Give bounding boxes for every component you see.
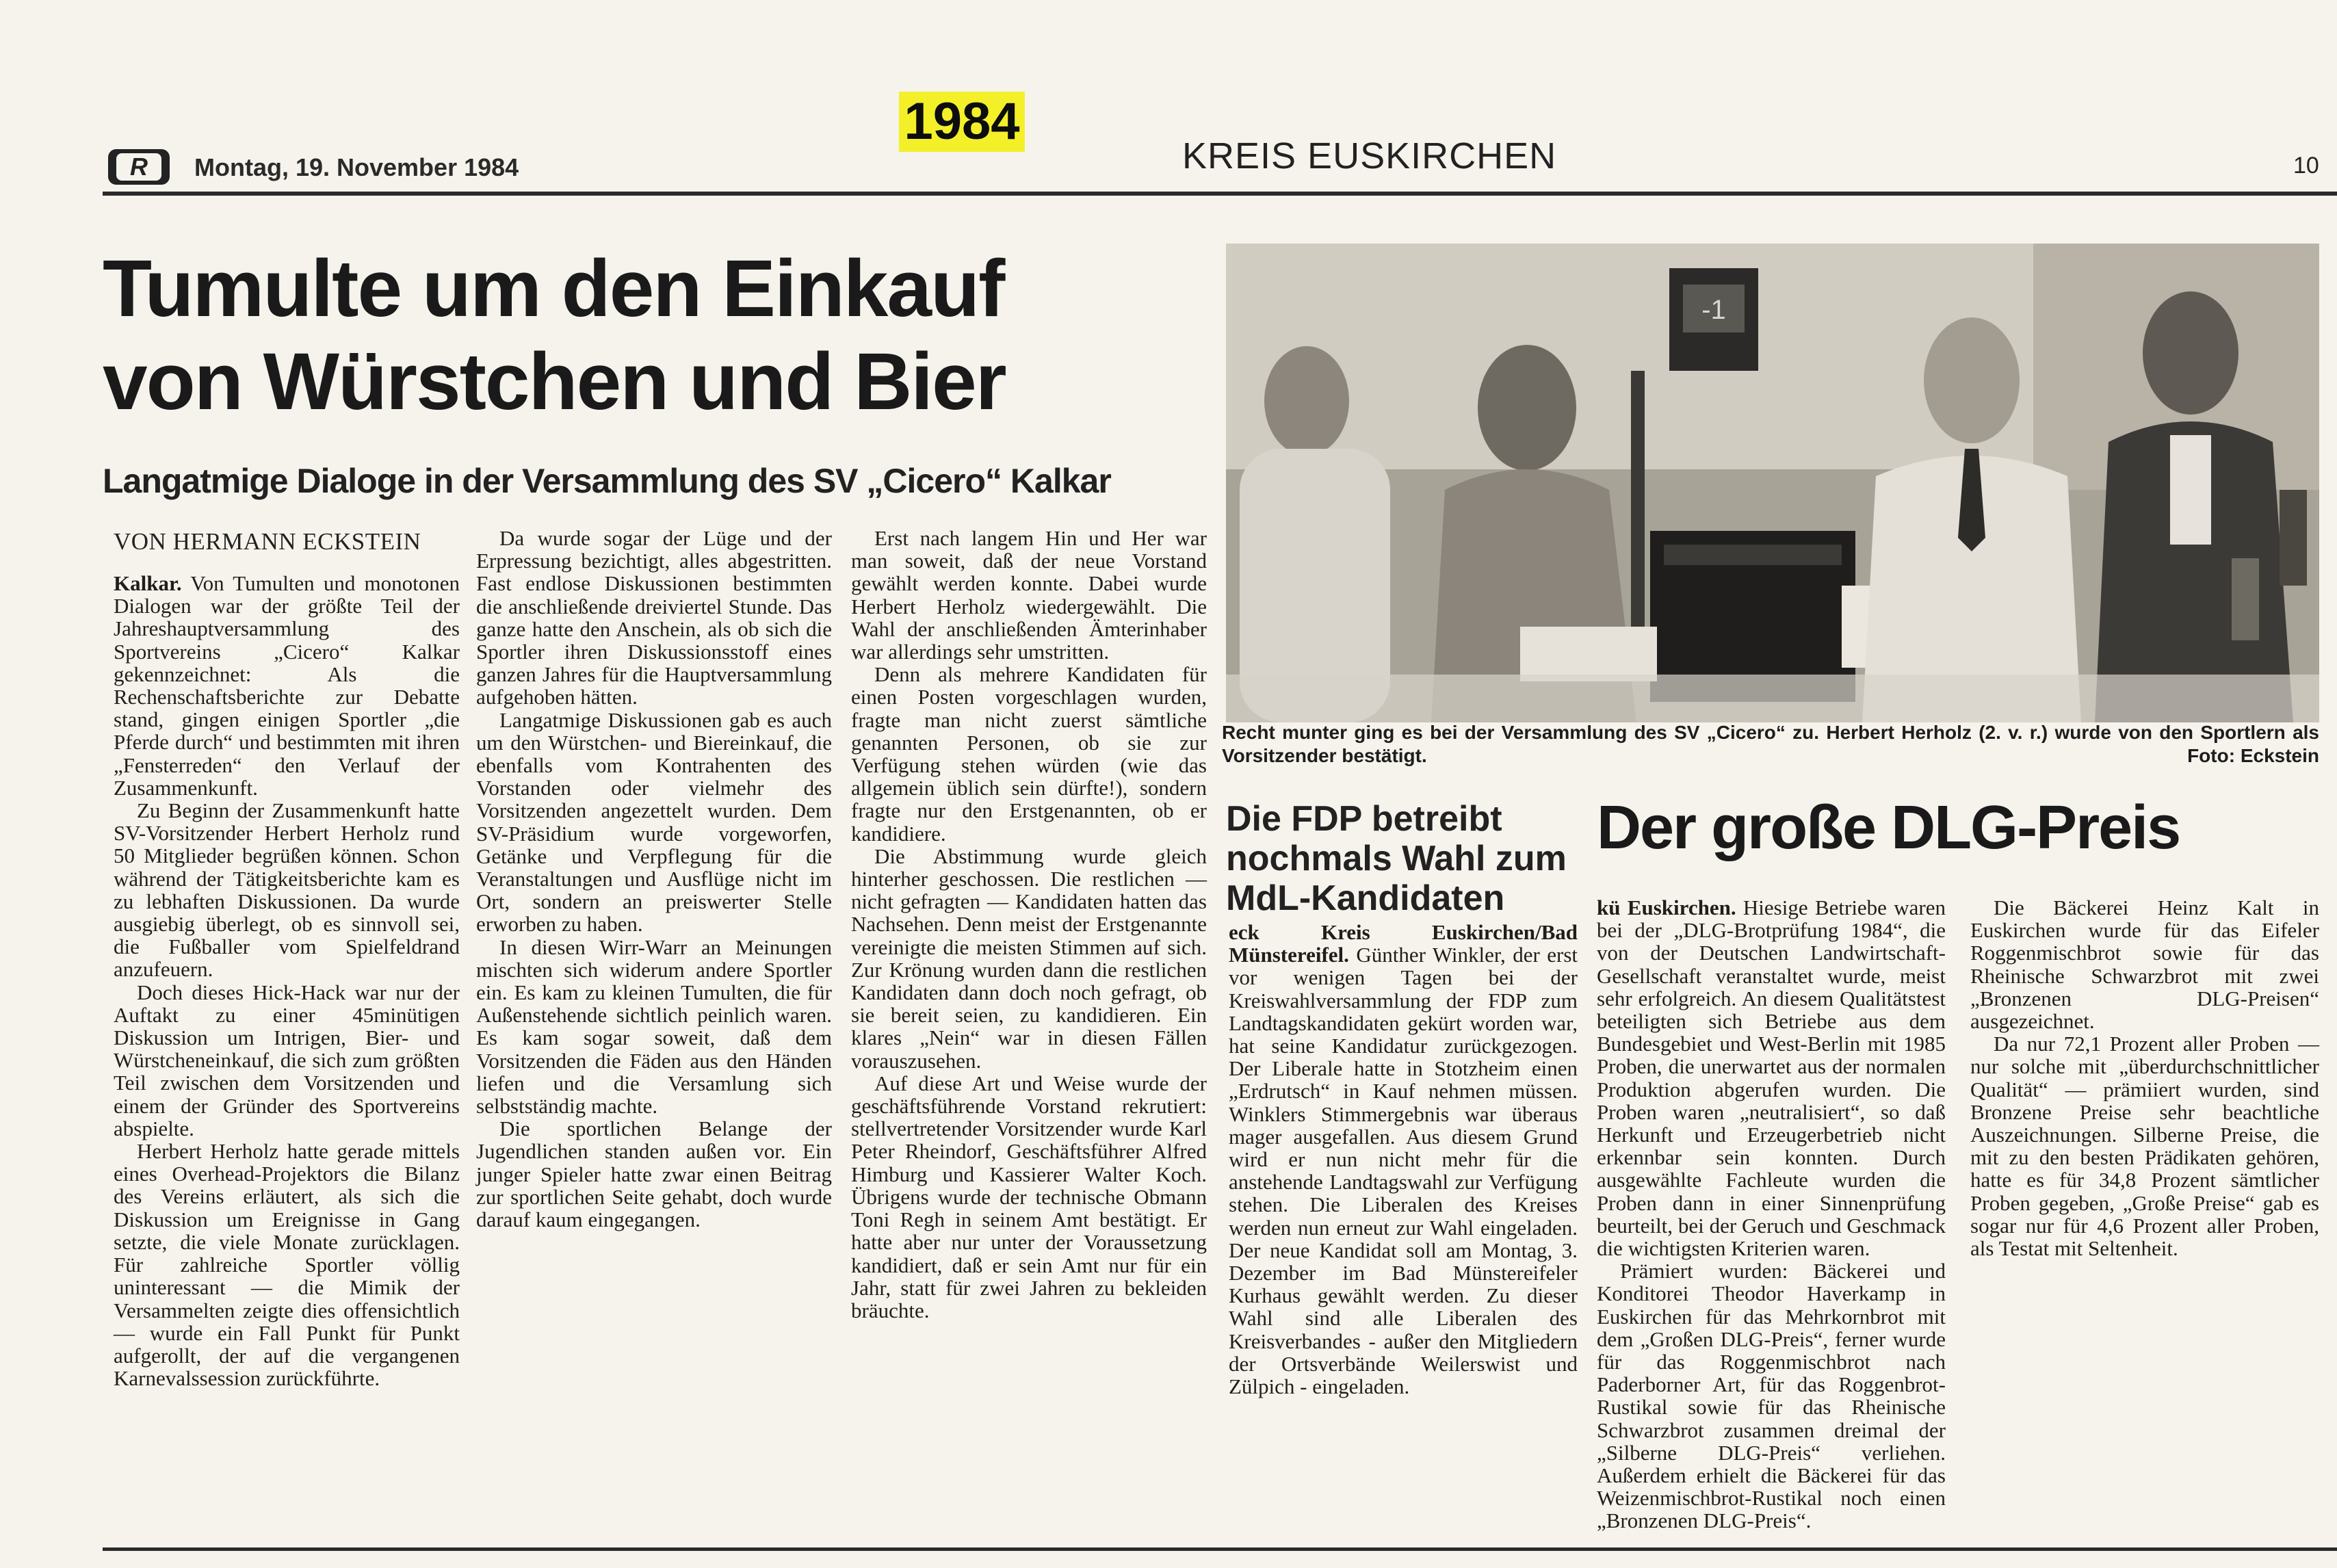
- article-paragraph: Da nur 72,1 Prozent aller Proben — nur solche mit „überdurchschnittlicher Qualität“ — prämiiert wurden, sind Bronzene Preise sehr beachtliche Auszeichnungen. Silberne Preise, die mit zu den besten Prädikaten gehören, hatte es für 34,8 Prozent sämtlicher Proben gegeben, „Große Preise“ gab es sogar nur für 4,6 Prozent aller Proben, als Testat mit Seltenheit.: [1970, 1032, 2319, 1261]
- article-paragraph: kü Euskirchen. Hiesige Betriebe waren bei der „DLG-Brotprüfung 1984“, die von der Deutschen Landwirtschaft-Gesellschaft veranstaltet wurde, meist sehr erfolgreich. An diesem Qualitätstest beteiligten sich Betriebe aus dem Bundesgebiet und West-Berlin mit 1985 Proben, die unerwartet aus der normalen Produktion abgerufen wurden. Die Proben waren „neutralisiert“, so daß Herkunft und Erzeugerbetrieb nicht erkennbar sein konnten. Durch ausgewählte Fachleute wurden die Proben dann in einer Sinnenprüfung beurteilt, bei der Geruch und Geschmack die wichtigsten Kriterien waren.: [1597, 896, 1946, 1261]
- issue-date: Montag, 19. November 1984: [194, 153, 519, 181]
- article-paragraph: Die Abstimmung wurde gleich hinterher geschossen. Die restlichen — nicht gefragten — Kandidaten hatten das Nachsehen. Denn meist der Erstgenannte vereinigte die meisten Stimmen auf sich. Zur Krönung wurden dann die restlichen Kandidaten dann doch noch gefragt, ob sie bereit seien, zu kandidieren. Ein klares „Nein“ war in diesen Fällen vorauszusehen.: [851, 844, 1207, 1073]
- page-bottom-rule: [103, 1547, 2337, 1551]
- main-article-column-3: [851, 527, 1207, 1322]
- article-paragraph: Erst nach langem Hin und Her war man soweit, daß der neue Vorstand gewählt werden konnte. Dabei wurde Herbert Herholz wiedergewählt. Die Wahl der anschließenden Ämterinhaber war allerdings sehr umstritten.: [851, 526, 1207, 664]
- article-dateline: Kalkar.: [114, 571, 182, 595]
- newspaper-logo-icon: [108, 149, 170, 185]
- article-paragraph: Kalkar. Von Tumulten und monotonen Dialogen war der größte Teil der Jahreshauptversammlung des Sportvereins „Cicero“ Kalkar gekennzeichnet: Als die Rechenschaftsberichte zur Debatte stand, gingen einigen Sportler „die Pferde durch“ und bestimmten mit ihren „Fensterreden“ den Verlauf der Zusammenkunft.: [114, 571, 460, 800]
- photo-credit: Foto: Eckstein: [2187, 745, 2319, 766]
- fdp-headline: Die FDP betreibt nochmals Wahl zum MdL-Kandidaten: [1226, 799, 1567, 918]
- photo-illustration: [1226, 244, 2319, 722]
- dlg-article-column-2: [1970, 896, 2319, 1259]
- dlg-headline: Der große DLG-Preis: [1597, 794, 2180, 862]
- main-article-column-2: [476, 527, 832, 1231]
- fdp-article-body: [1229, 921, 1578, 1398]
- article-paragraph: Prämiert wurden: Bäckerei und Konditorei Theodor Haverkamp in Euskirchen für das Mehrkornbrot mit dem „Großen DLG-Preis“, ferner wurde für das Roggenmischbrot nach Paderborner Art, für das Roggenbrot-Rustikal sowie für das Rheinische Schwarzbrot zusammen dreimal der „Silberne DLG-Preis“ verliehen. Außerdem erhielt die Bäckerei für das Weizenmischbrot-Rustikal noch einen „Bronzenen DLG-Preis“.: [1597, 1259, 1946, 1533]
- article-paragraph: Die Bäckerei Heinz Kalt in Euskirchen wurde für das Eifeler Roggenmischbrot sowie für das Rheinische Schwarzbrot mit zwei „Bronzenen DLG-Preisen“ ausgezeichnet.: [1970, 896, 2319, 1034]
- year-label: 1984: [899, 92, 1025, 152]
- main-article-column-1: [114, 572, 460, 1389]
- projector-label: -1: [1701, 295, 1726, 325]
- fdp-dateline: eck Kreis Euskirchen/Bad Münstereifel.: [1229, 920, 1578, 967]
- photo-caption: [1222, 721, 2319, 768]
- caption-text: Recht munter ging es bei der Versammlung des SV „Cicero“ zu. Herbert Herholz (2. v. r.) wurde von den Sportlern als Vorsitzender bestätigt.: [1222, 722, 2319, 766]
- headline-line-2: von Würstchen und Bier: [103, 337, 1006, 427]
- article-paragraph: Die sportlichen Belange der Jugendlichen standen außen vor. Ein junger Spieler hatte zwar einen Beitrag zur sportlichen Seite gehabt, doch wurde darauf kaum eingegangen.: [476, 1116, 832, 1232]
- article-paragraph: Herbert Herholz hatte gerade mittels eines Overhead-Projektors die Bilanz des Vereins erläutert, als sich die Diskussion um Ereignisse in Gang setzte, die viele Monate zurücklagen. Für zahlreiche Sportler völlig uninteressant — die Mimik der Versammelten zeigte dies offensichtlich — wurde ein Fall Punkt für Punkt aufgerollt, der auf die vergangenen Karnevalssession zurückführte.: [114, 1139, 460, 1391]
- dlg-dateline: kü Euskirchen.: [1597, 896, 1736, 919]
- article-paragraph: eck Kreis Euskirchen/Bad Münstereifel. Günther Winkler, der erst vor wenigen Tagen bei der Kreiswahlversammlung der FDP zum Landtagskandidaten gekürt worden war, hat seine Kandidatur zurückgezogen. Der Liberale hatte in Stotzheim einen „Erdrutsch“ in Kauf nehmen müssen. Winklers Stimmergebnis war überaus mager ausgefallen. Aus diesem Grund wird er nun nicht mehr für die anstehende Landtagswahl zur Verfügung stehen. Die Liberalen des Kreises werden nun erneut zur Wahl eingeladen. Der neue Kandidat soll am Montag, 3. Dezember im Bad Münstereifeler Kurhaus gewählt werden. Zu dieser Wahl sind alle Liberalen des Kreisverbandes - außer den Mitgliedern der Ortsverbände Weilerswist und Zülpich - eingeladen.: [1229, 920, 1578, 1399]
- article-paragraph: Da wurde sogar der Lüge und der Erpressung bezichtigt, alles abgestritten. Fast endlose Diskussionen bestimmten die anschließende dreiviertel Stunde. Das ganze hatte den Anschein, als ob sich die Sportler ihren Diskussionsstoff eines ganzen Jahres für die Hauptversammlung aufgehoben hätten.: [476, 526, 832, 709]
- main-subheadline: Langatmige Dialoge in der Versammlung des SV „Cicero“ Kalkar: [103, 462, 1111, 500]
- section-title: KREIS EUSKIRCHEN: [1182, 135, 1557, 177]
- logo-letter: R: [116, 153, 161, 181]
- headline-line-1: Tumulte um den Einkauf: [103, 244, 1004, 334]
- article-paragraph: Langatmige Diskussionen gab es auch um den Würstchen- und Biereinkauf, die ebenfalls vom Kontrahenten des Vorstanden oder vielmehr des Vorsitzenden angezettelt wurden. Dem SV-Präsidium wurde vorgeworfen, Getänke und Verpflegung für die Veranstaltungen und Ausflüge nicht im Ort, sondern an preiswerter Stelle erworben zu haben.: [476, 707, 832, 937]
- article-paragraph: Auf diese Art und Weise wurde der geschäftsführende Vorstand rekrutiert: stellvertretender Vorsitzender wurde Karl Peter Rheindorf, Geschäftsführer Alfred Himburg und Kassierer Walter Koch. Übrigens wurde der technische Obmann Toni Regh in seinem Amt bestätigt. Er hatte aber nur unter der Voraussetzung kandidiert, daß er sein Amt nur für ein Jahr, statt für zwei Jahren zu bekleiden bräuchte.: [851, 1071, 1207, 1322]
- meeting-photo: [1226, 244, 2319, 722]
- masthead-rule: [103, 192, 2337, 196]
- dlg-article-column-1: [1597, 896, 1946, 1532]
- article-paragraph: Zu Beginn der Zusammenkunft hatte SV-Vorsitzender Herbert Herholz rund 50 Mitglieder begrüßen können. Schon während der Tätigkeitsberichte kam es zu lebhaften Diskussionen. Da wurde ausgiebig überlegt, ob es sinnvoll sei, die Fußballer vom Spielfeldrand anzufeuern.: [114, 798, 460, 982]
- main-headline: [103, 242, 1225, 428]
- page-number: 10: [2293, 153, 2319, 179]
- article-paragraph: Denn als mehrere Kandidaten für einen Posten vorgeschlagen wurden, fragte man nicht zuerst sämtliche genannten Personen, ob sie zur Verfügung stehen würden (wie das allgemein üblich sein dürfte!), sondern fragte nur den Erstgenannten, ob er kandidiere.: [851, 662, 1207, 846]
- byline: VON HERMANN ECKSTEIN: [114, 528, 421, 555]
- article-paragraph: In diesen Wirr-Warr an Meinungen mischten sich widerum andere Sportler ein. Es kam zu kleinen Tumulten, die für Außenstehende sichtlich peinlich waren. Es kam sogar soweit, daß dem Vorsitzenden die Fäden aus den Händen liefen und die Versamlung sich selbstständig machte.: [476, 935, 832, 1119]
- article-paragraph: Doch dieses Hick-Hack war nur der Auftakt zu einer 45minütigen Diskussion um Intrigen, Bier- und Würstcheneinkauf, die sich zum größten Teil zwischen dem Vorsitzenden und einem der Gründer des Sportvereins abspielte.: [114, 980, 460, 1140]
